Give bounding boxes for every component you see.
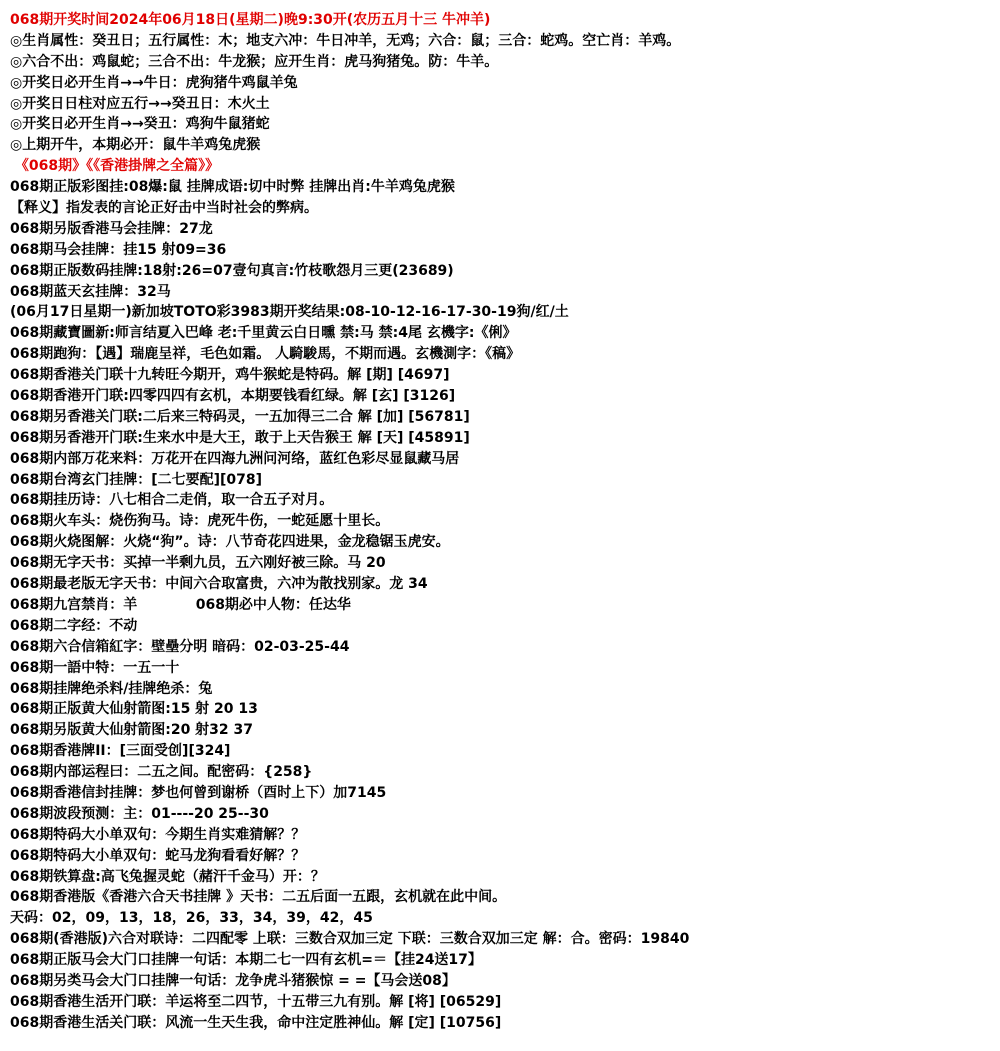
text-line: 【释义】指发表的言论正好击中当时社会的弊病。 (10, 200, 318, 217)
text-line: 068期香港信封挂牌：梦也何曾到谢桥（酉时上下）加7145 (10, 784, 387, 801)
text-line: 068期正版黄大仙射箭图:15 射 20 13 (10, 701, 258, 718)
text-line: 068期正版数码挂牌:18射:26=07壹句真言:竹枝歌怨月三更(23689) (10, 262, 454, 279)
text-line: 068期(香港版)六合对联诗：二四配零 上联：三数合双加三定 下联：三数合双加三定 解：合。密码：19840 (10, 931, 690, 948)
text-line: 068期一語中特：一五一十 (10, 659, 180, 676)
text-line: 《068期》《《香港掛牌之全篇》》 (10, 158, 220, 175)
text-line: 068期铁算盘:高飞兔握灵蛇（赭汗千金马）开：？ (10, 868, 325, 885)
text-line: 068期火车头：烧伤狗马。诗：虎死牛伤，一蛇延愿十里长。 (10, 513, 390, 530)
text-line: 068期内部运程曰：二五之间。配密码：{258} (10, 764, 313, 781)
text-line: ◎六合不出：鸡鼠蛇；三合不出：牛龙猴；应开生肖：虎马狗猪兔。防：牛羊。 (10, 53, 499, 70)
text-line: 068期火烧图解：火烧“狗”。诗：八节奇花四进果，金龙稳锯玉虎安。 (10, 534, 450, 551)
text-line: 068期另类马会大门口挂牌一句话：龙争虎斗猪猴惊 = =【马会送08】 (10, 972, 456, 989)
text-line: 068期另版黄大仙射箭图:20 射32 37 (10, 722, 254, 739)
text-line: ◎上期开牛，本期必开：鼠牛羊鸡兔虎猴 (10, 137, 261, 154)
text-line: 068期无字天书：买掉一半剩九员，五六刚好被三除。马 20 (10, 555, 386, 572)
text-line: 068期台湾玄门挂牌：[二七要配][078] (10, 471, 263, 488)
text-line: 068期香港关门联十九转旺今期开，鸡牛猴蛇是特码。解 [期] [4697] (10, 367, 450, 384)
text-line: 068期正版彩图挂:08爆:鼠 挂牌成语:切中时弊 挂牌出肖:牛羊鸡兔虎猴 (10, 179, 455, 196)
text-line: 068期藏寶圖新:师言结夏入巴峰 老:千里黄云白日曛 禁:马 禁:4尾 玄機字:《俐》 (10, 325, 517, 342)
text-line: 068期跑狗：【遇】瑞鹿呈祥，毛色如霜。 人騎駿馬，不期而遇。玄機測字：《稿》 (10, 346, 521, 363)
text-line: ◎开奖日必开生肖→→癸丑：鸡狗牛鼠猪蛇 (10, 116, 270, 133)
text-line: 068期波段预测：主：01----20 25--30 (10, 805, 269, 822)
text-line: 068期香港生活开门联：羊运将至二四节，十五带三九有别。解 [将] [06529] (10, 993, 502, 1010)
text-line: 068期内部万花来料：万花开在四海九洲问河络，蓝红色彩尽显鼠藏马居 (10, 450, 460, 467)
text-line: 068期特码大小单双句：蛇马龙狗看看好解？？ (10, 847, 306, 864)
text-line: 068期开奖时间2024年06月18日(星期二)晚9:30开(农历五月十三 牛冲羊) (10, 12, 491, 28)
text-line: (06月17日星期一)新加坡TOTO彩3983期开奖结果:08-10-12-16-17-30-19狗/红/土 (10, 304, 569, 321)
text-line: 068期六合信箱紅字：壁壘分明 暗码：02-03-25-44 (10, 638, 350, 655)
text-line: 天码：02，09，13，18，26，33，34，39，42，45 (10, 910, 373, 927)
text-line: 068期香港开门联:四零四四有玄机，本期要钱看红绿。解 [玄] [3126] (10, 388, 456, 405)
text-line: ◎开奖日必开生肖→→牛日：虎狗猪牛鸡鼠羊兔 (10, 74, 298, 91)
text-line: 068期二字经：不动 (10, 617, 138, 634)
text-line: 068期最老版无字天书：中间六合取富贵，六冲为散找别家。龙 34 (10, 576, 428, 593)
text-line: 068期挂历诗：八七相合二走俏，取一合五子对月。 (10, 492, 334, 509)
text-line: 068期特码大小单双句：今期生肖实难猜解？？ (10, 826, 306, 843)
text-line: 068期香港牌II：[三面受创][324] (10, 743, 231, 760)
text-line: 068期马会挂牌：挂15 射09=36 (10, 241, 227, 258)
text-line: 068期蓝天玄挂牌：32马 (10, 283, 171, 300)
text-line: ◎开奖日日柱对应五行→→癸丑日：木火土 (10, 95, 270, 112)
text-line: 068期正版马会大门口挂牌一句话：本期二七一四有玄机=＝【挂24送17】 (10, 952, 482, 969)
text-line: 068期九宫禁肖：羊 068期必中人物：任达华 (10, 596, 351, 613)
lottery-forecast-document (10, 10, 995, 1034)
text-line: 068期挂牌绝杀料/挂牌绝杀：兔 (10, 680, 213, 697)
text-line: 068期另版香港马会挂牌：27龙 (10, 220, 213, 237)
text-line: ◎生肖属性：癸丑日；五行属性：木；地支六冲：牛日冲羊，无鸡；六合：鼠；三合：蛇鸡。空亡肖：羊鸡。 (10, 32, 681, 49)
text-line: 068期另香港开门联:生来水中是大王，敢于上天告猴王 解 [天] [45891] (10, 429, 470, 446)
text-line: 068期另香港关门联:二后来三特码灵，一五加得三二合 解 [加] [56781] (10, 408, 470, 425)
text-line: 068期香港版《香港六合天书挂牌 》天书：二五后面一五跟，玄机就在此中间。 (10, 889, 507, 906)
text-line: 068期香港生活关门联：风流一生天生我，命中注定胜神仙。解 [定] [10756] (10, 1014, 502, 1031)
